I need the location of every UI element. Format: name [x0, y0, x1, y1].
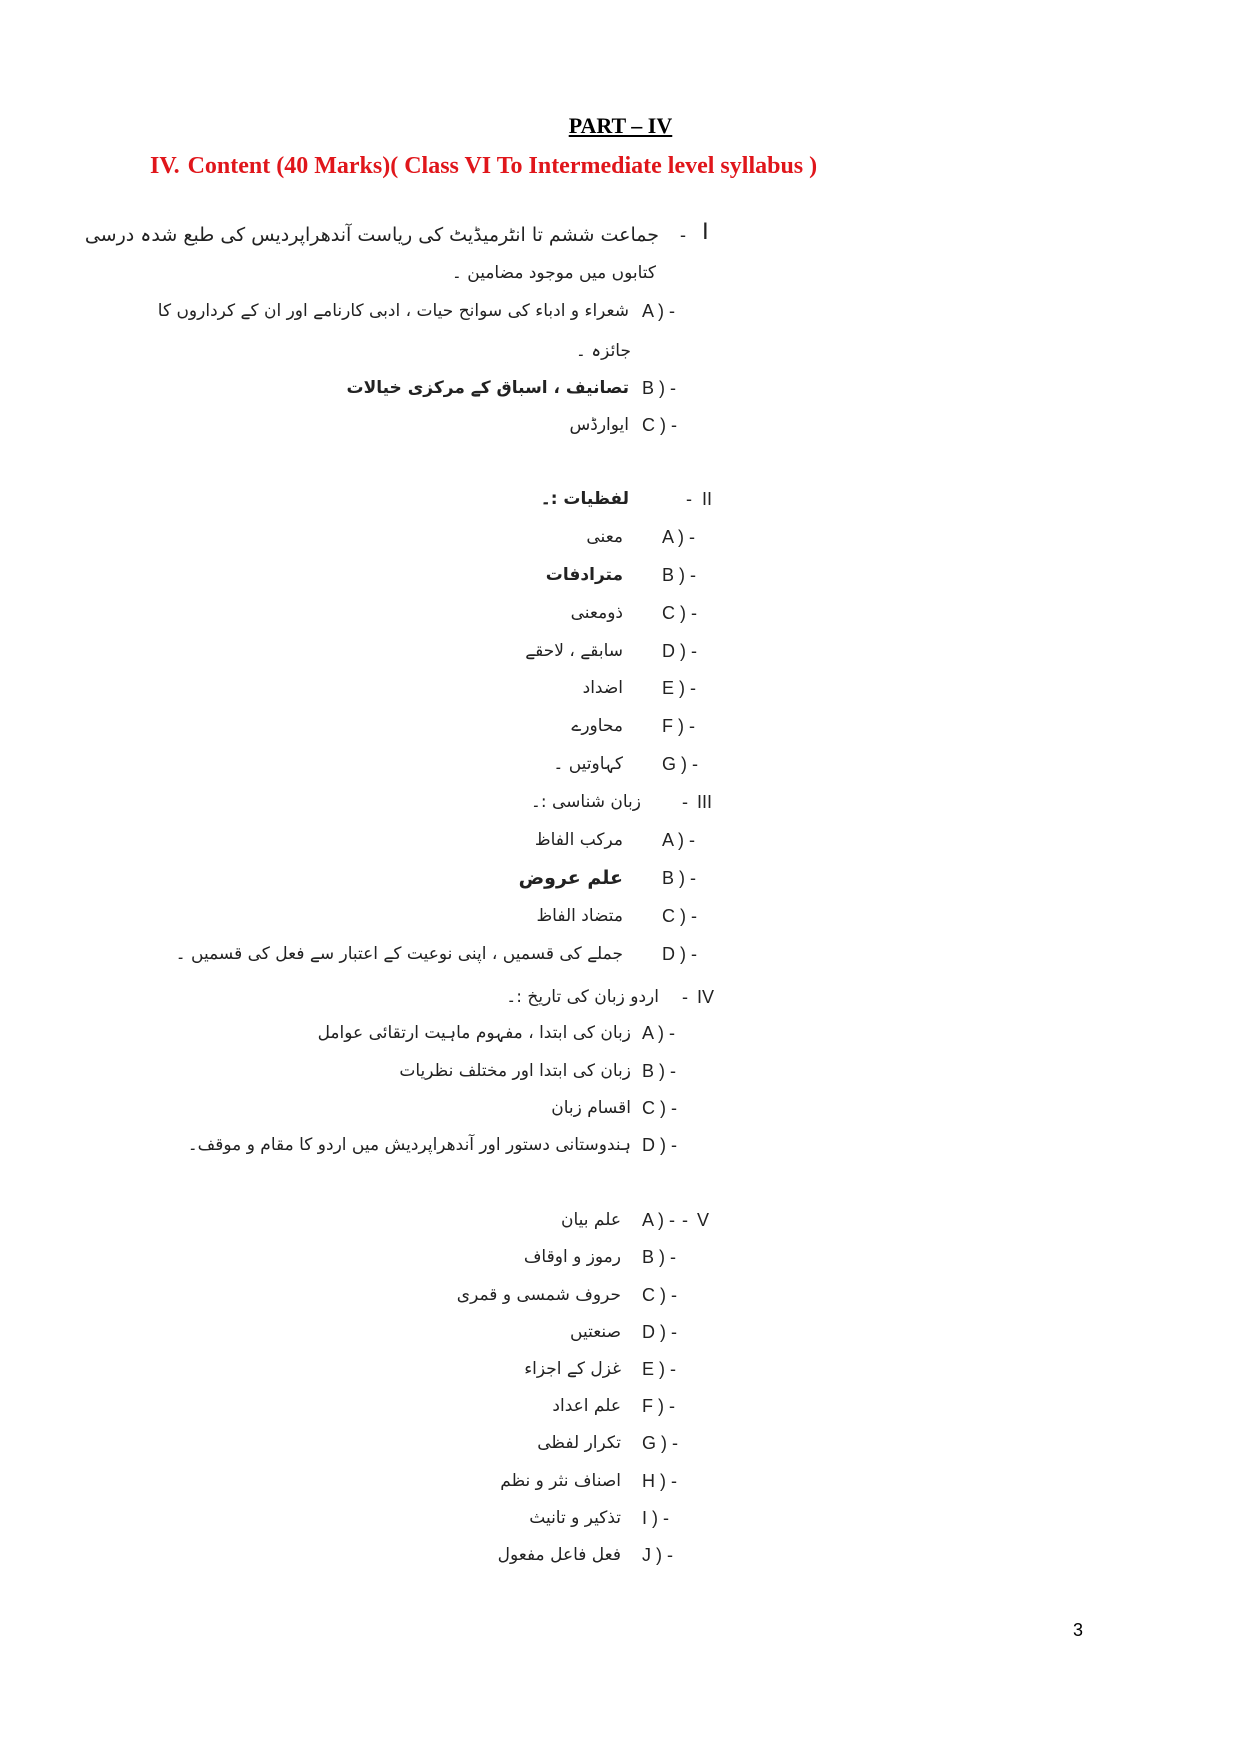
section-3-item-b [0, 863, 1241, 893]
section-3-item-c [0, 901, 1241, 931]
section-2-item-g [0, 749, 1241, 779]
item-text: محاورے [571, 716, 623, 736]
item-text: رموز و اوقاف [523, 1247, 621, 1267]
item-text: تکرار لفظی [537, 1433, 621, 1453]
part-title: PART – IV [568, 113, 673, 138]
section-4-item-a [0, 1018, 1241, 1048]
item-text: علم بیان [560, 1210, 621, 1230]
section-2-item-c [0, 598, 1241, 628]
section-2-item-f [0, 711, 1241, 741]
item-marker: A ) - [662, 527, 696, 547]
section-1-numeral: I [702, 218, 709, 245]
content-title-text: Content (40 Marks)( Class VI To Intermediate level syllabus ) [187, 153, 818, 179]
section-5-item-e [0, 1354, 1241, 1384]
section-3-heading: زبان شناسی :۔ [530, 792, 641, 812]
item-text: ایوارڈس [569, 415, 629, 435]
content-number: IV. [150, 153, 180, 179]
item-marker: D ) - [642, 1135, 677, 1155]
section-5-item-h [0, 1466, 1241, 1496]
item-text: صنعتیں [570, 1322, 621, 1342]
section-2-item-d [0, 636, 1241, 666]
section-5-item-j [0, 1540, 1241, 1570]
section-4-item-c [0, 1093, 1241, 1123]
section-4-dash: - [682, 987, 688, 1007]
section-2-item-b [0, 560, 1241, 590]
item-text: زبان کی ابتدا ، مفہوم ماہیت ارتقائی عوامل [317, 1023, 631, 1043]
item-marker: G ) - [642, 1433, 678, 1453]
section-1-text-line2: کتابوں میں موجود مضامین ۔ [451, 263, 656, 283]
section-1-text-line1: جماعت ششم تا انٹرمیڈیٹ کی ریاست آندھراپردیس کی طبع شدہ درسی [84, 224, 659, 246]
section-3-numeral: III [697, 792, 713, 812]
item-marker: E ) - [662, 678, 696, 698]
item-marker: I ) - [642, 1508, 669, 1528]
section-1-item-c [0, 410, 1241, 440]
section-1-heading-line [0, 220, 1241, 250]
section-2-item-a [0, 522, 1241, 552]
item-marker: B ) - [662, 565, 696, 585]
item-text: غزل کے اجزاء [524, 1359, 621, 1379]
item-text: ذومعنی [570, 603, 623, 623]
item-text: مترادفات [545, 565, 623, 585]
item-text: اضداد [582, 678, 623, 698]
section-3-item-d [0, 939, 1241, 969]
item-marker: A ) - [642, 301, 676, 321]
item-text: سابقے ، لاحقے [525, 641, 623, 661]
item-marker: C ) - [642, 1285, 677, 1305]
item-text: علم عروض [518, 867, 623, 889]
item-text: فعل فاعل مفعول [497, 1545, 621, 1565]
item-marker: A ) - [662, 830, 696, 850]
section-5-item-c [0, 1280, 1241, 1310]
item-marker: C ) - [662, 906, 697, 926]
item-marker: B ) - [642, 1061, 676, 1081]
section-5-item-d [0, 1317, 1241, 1347]
section-5-item-i [0, 1503, 1241, 1533]
item-marker: A ) - [642, 1023, 676, 1043]
item-text: کہاوتیں ۔ [553, 754, 623, 774]
item-text: علم اعداد [552, 1396, 621, 1416]
item-text: مرکب الفاظ [534, 830, 623, 850]
item-text: زبان کی ابتدا اور مختلف نظریات [399, 1061, 631, 1081]
item-marker: H ) - [642, 1471, 677, 1491]
section-1-item-a [0, 296, 1241, 326]
item-marker: D ) - [662, 944, 697, 964]
section-2-item-e [0, 673, 1241, 703]
section-1-item-a-cont [0, 336, 1241, 366]
content-title [150, 153, 817, 180]
section-2-heading-line [0, 484, 1241, 514]
section-2-numeral: II [702, 489, 713, 509]
item-marker: G ) - [662, 754, 698, 774]
section-4-item-b [0, 1056, 1241, 1086]
section-4-heading: اردو زبان کی تاریخ :۔ [506, 987, 659, 1007]
item-marker: C ) - [662, 603, 697, 623]
item-marker: C ) - [642, 415, 677, 435]
section-5-item-g [0, 1428, 1241, 1458]
item-text: اصناف نثر و نظم [500, 1471, 621, 1491]
item-text: متضاد الفاظ [536, 906, 623, 926]
item-text: تذکیر و تانیث [529, 1508, 621, 1528]
item-text: شعراء و ادباء کی سوانح حیات ، ادبی کارنامے اور ان کے کرداروں کا [157, 301, 629, 321]
item-text-continued: جائزہ ۔ [575, 341, 631, 361]
item-marker: J ) - [642, 1545, 673, 1565]
item-marker: B ) - [642, 378, 676, 398]
item-text: حروف شمسی و قمری [456, 1285, 621, 1305]
item-marker: E ) - [642, 1359, 676, 1379]
item-text: تصانیف ، اسباق کے مرکزی خیالات [346, 378, 629, 398]
section-4-heading-line [0, 982, 1241, 1012]
section-5-numeral: V [697, 1210, 710, 1230]
section-5-item-a [0, 1205, 1241, 1235]
section-2-dash: - [686, 489, 692, 509]
section-5-item-b [0, 1242, 1241, 1272]
item-marker: D ) - [642, 1322, 677, 1342]
section-3-item-a [0, 825, 1241, 855]
item-text: اقسام زبان [551, 1098, 631, 1118]
section-5-dash: - [682, 1210, 688, 1230]
item-marker: D ) - [662, 641, 697, 661]
section-5-item-f [0, 1391, 1241, 1421]
item-marker: B ) - [642, 1247, 676, 1267]
section-4-item-d [0, 1130, 1241, 1160]
item-marker: B ) - [662, 868, 696, 888]
section-2-heading: لفظیات :۔ [540, 489, 629, 509]
item-text: معنی [586, 527, 623, 547]
section-3-dash: - [682, 792, 688, 812]
page-number: 3 [1073, 1620, 1084, 1640]
item-text: ہندوستانی دستور اور آندھراپردیش میں اردو کا مقام و موقف۔ [187, 1135, 631, 1155]
section-3-heading-line [0, 787, 1241, 817]
section-1-text-line2-row [0, 258, 1241, 288]
item-marker: F ) - [662, 716, 695, 736]
item-marker: A ) - [642, 1210, 676, 1230]
item-text: جملے کی قسمیں ، اپنی نوعیت کے اعتبار سے فعل کی قسمیں ۔ [175, 944, 623, 964]
section-4-numeral: IV [697, 987, 715, 1007]
section-1-dash: - [680, 225, 686, 245]
item-marker: C ) - [642, 1098, 677, 1118]
section-1-item-b [0, 373, 1241, 403]
item-marker: F ) - [642, 1396, 675, 1416]
